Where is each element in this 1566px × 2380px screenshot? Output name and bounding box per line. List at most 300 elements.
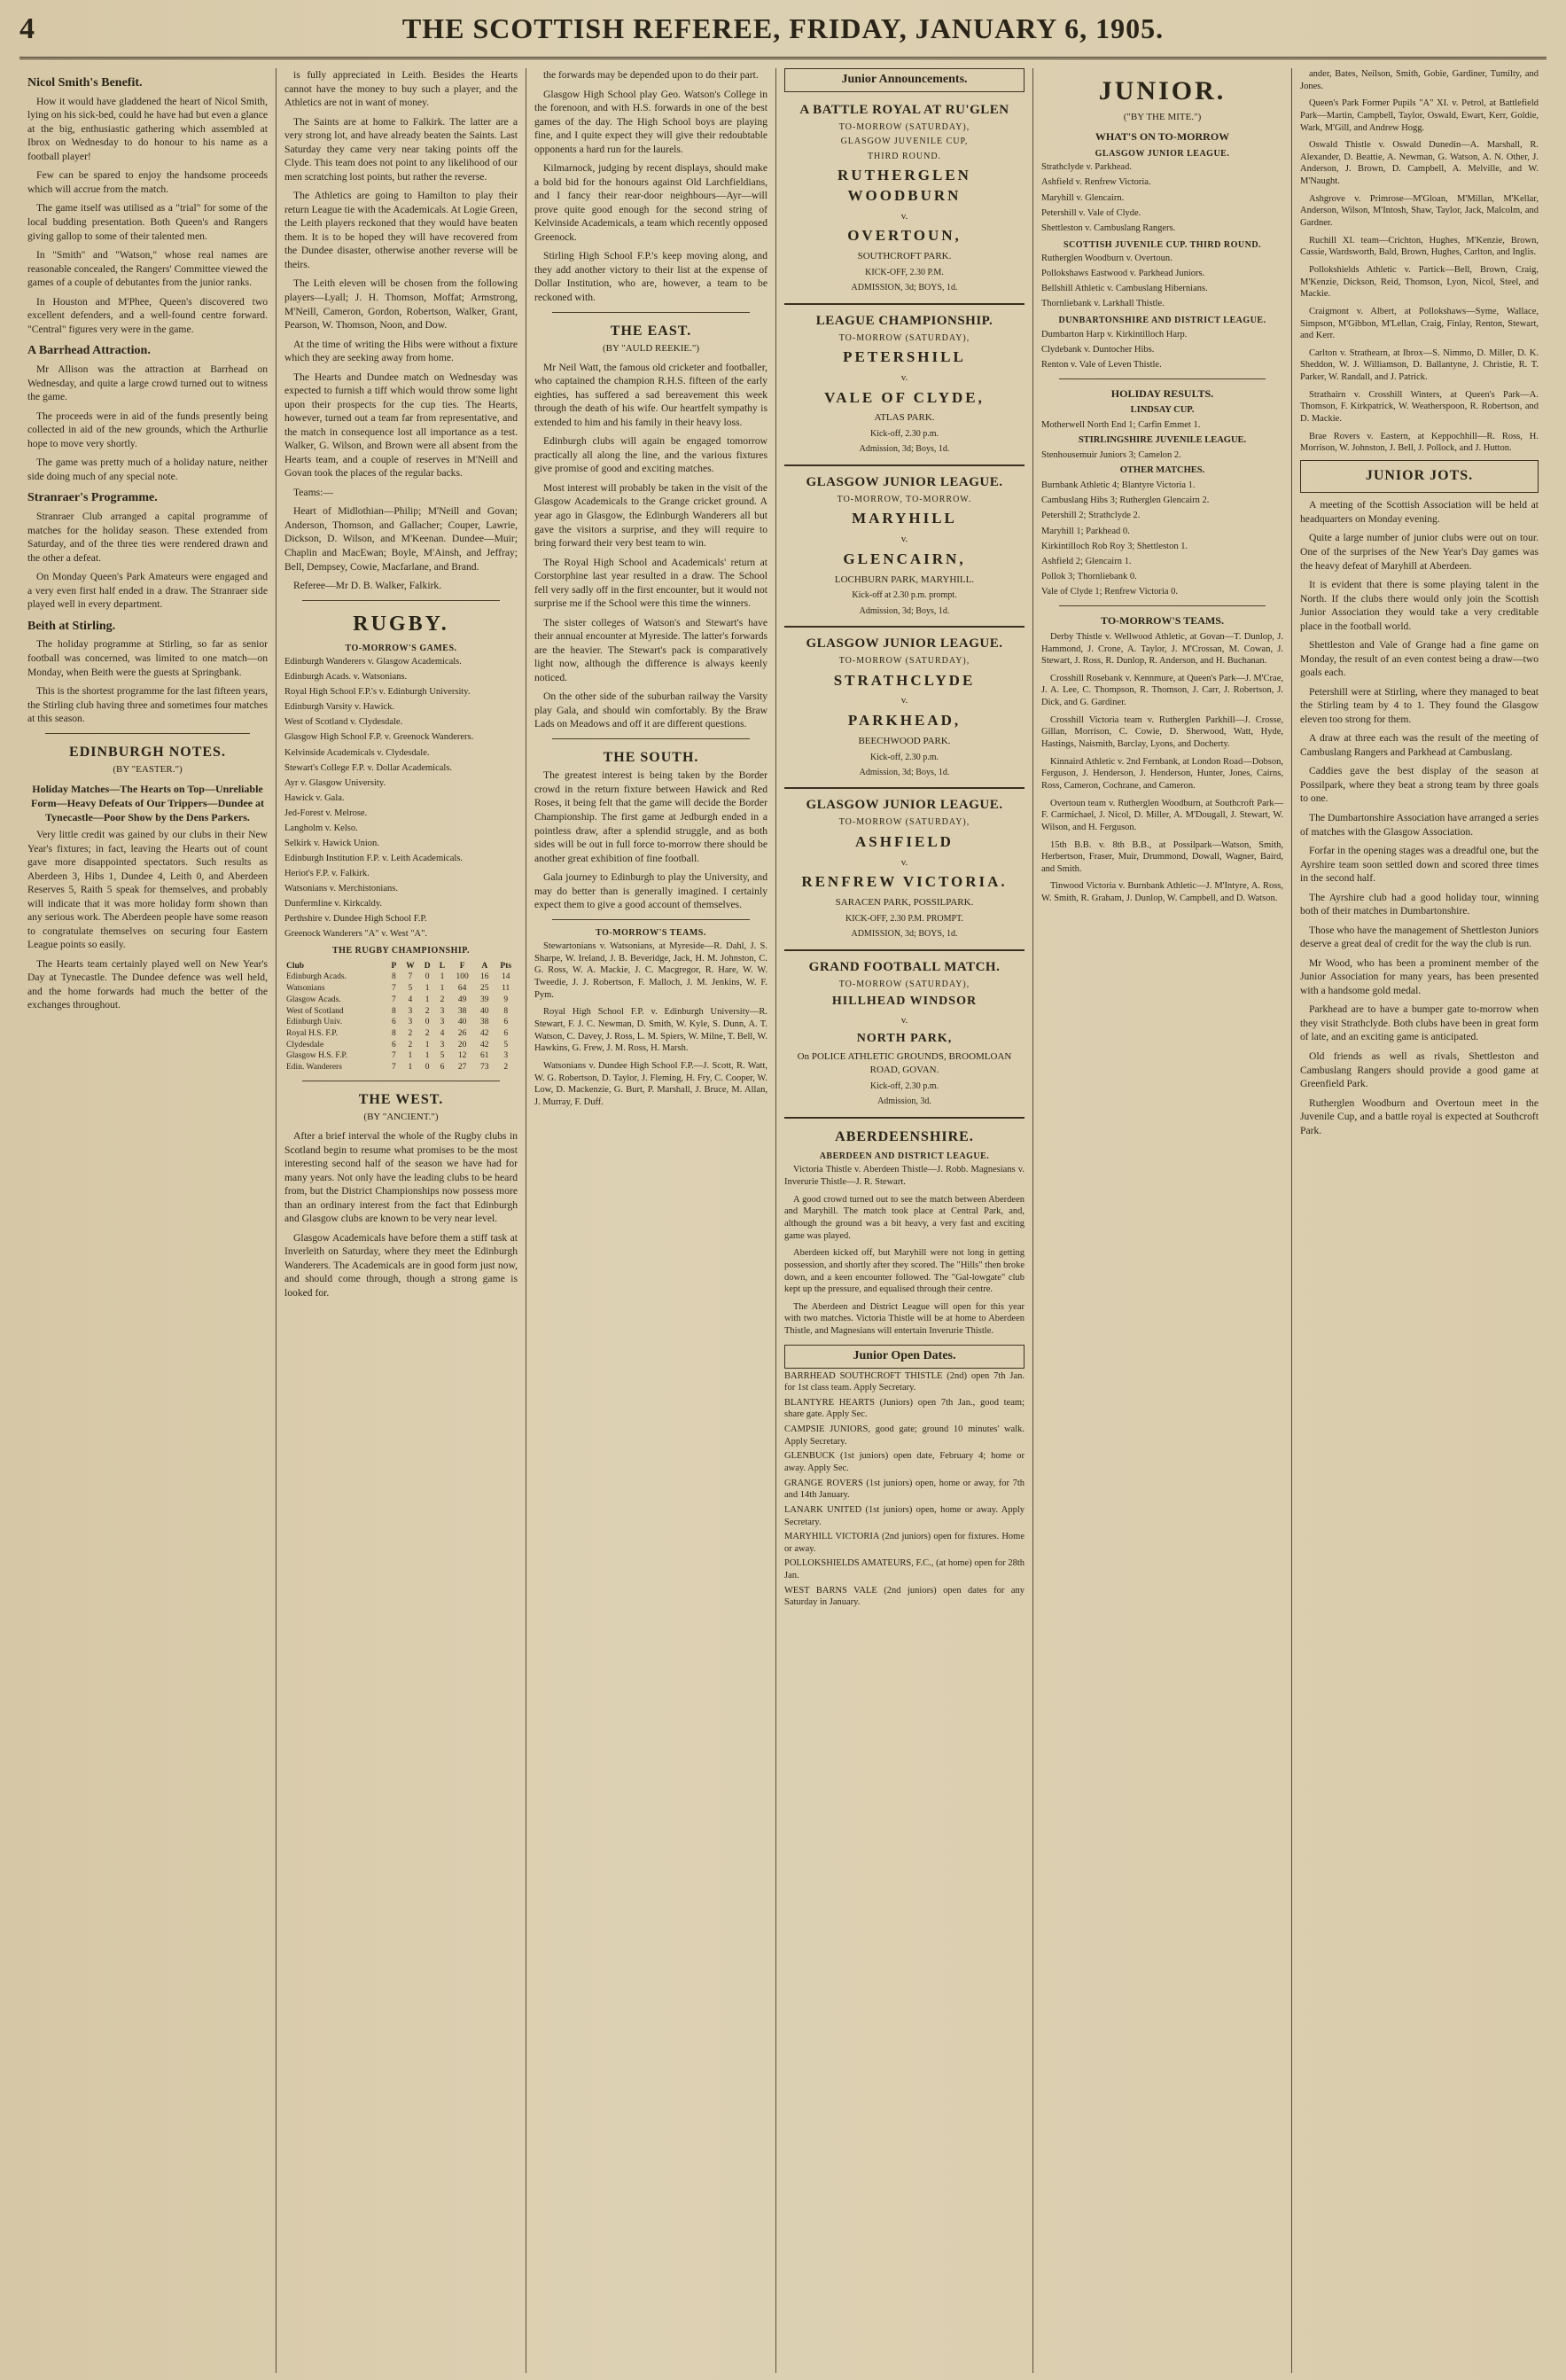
table-cell: Clydesdale: [286, 1040, 324, 1050]
list-item: BARRHEAD SOUTHCROFT THISTLE (2nd) open 7th Jan. for 1st class team. Apply Secretary.: [784, 1370, 1025, 1393]
paragraph: After a brief interval the whole of the Rugby clubs in Scotland begin to resume what promises to be the most interesting second half of the season we have had for many years. Not only have the leading clubs to be heard from, but the District Championships now possess more than an ordinary interest from the fact that Edinburgh and Glasgow clubs are known to be very near level.: [284, 1130, 518, 1225]
fixture-item: Strathclyde v. Parkhead.: [1041, 162, 1132, 173]
ad-kickoff: Kick-off at 2.30 p.m. prompt.: [852, 590, 957, 601]
paragraph: The game was pretty much of a holiday nature, neither side doing much of any special note.: [27, 456, 268, 482]
table-cell: 7: [392, 1063, 396, 1073]
list-item: CAMPSIE JUNIORS, good gate; ground 10 minutes' walk. Apply Secretary.: [784, 1424, 1025, 1447]
table-row: [284, 1040, 518, 1051]
table-cell: 3: [440, 1006, 445, 1016]
paragraph: The Dumbartonshire Association have arranged a series of matches with the Glasgow Association.: [1300, 812, 1539, 838]
byline: (BY "AULD REEKIE."): [602, 342, 700, 354]
paragraph: ander, Bates, Neilson, Smith, Gobie, Gardiner, Tumilty, and Jones.: [1300, 69, 1539, 91]
paragraph: Glasgow High School play Geo. Watson's College in the forenoon, and with H.S. forwards in one of the best games of the day. The High School boys are playing fine, and I quite expect they will give their redoubtable opponents a hard run for the laurels.: [534, 88, 767, 155]
table-cell: 49: [457, 995, 467, 1004]
paragraph: The Ayrshire club had a good holiday tour, winning both of their matches in Dumbartonshire.: [1300, 891, 1539, 917]
byline: ("BY THE MITE."): [1123, 112, 1202, 123]
fixture-list: [1041, 161, 1283, 234]
junior-jots-box: [1300, 460, 1539, 493]
paragraph: Stranraer Club arranged a capital programme of matches for the holiday season. These extended from Saturday, and of the three ties were rendered drawn and the other a defeat.: [27, 511, 268, 564]
table-cell: 38: [480, 1018, 489, 1027]
paragraph: Edinburgh clubs will again be engaged tomorrow practically all along the line, and the various fixtures give promise of good and exciting matches.: [534, 435, 767, 475]
subheading: TO-MORROW'S TEAMS.: [1101, 613, 1224, 627]
table-cell: 2: [440, 995, 445, 1004]
table-cell: 2: [425, 1006, 430, 1016]
table-row: [284, 1017, 518, 1028]
table-cell: 6: [440, 1063, 445, 1073]
ad-team: MARYHILL: [852, 510, 957, 527]
paragraph: Mr Neil Watt, the famous old cricketer and footballer, who captained the champion R.H.S. fifteen of the early eighties, has suffered a sad bereavement this week through the death of his wife. Our heartfelt sympathy is extended to him and his family in their heavy loss.: [534, 361, 767, 428]
paragraph: The greatest interest is being taken by the Border crowd in the return fixture between Hawick and Red Roses, it being felt that the game will decide the Border Championship. The first game at Jedburgh ended in a pointless draw, after a splendid struggle, and as both sides will be out in full force to-morrow there should be another great exhibition of fine football.: [534, 769, 767, 864]
paragraph: Royal High School F.P. v. Edinburgh University—R. Stewart, F. J. C. Newman, D. Smith, W. Kyle, S. Dunn, A. T. Watson, C. Davey, J. Ross, L. M. Spiers, W. Milne, T. Bell, W. Hawkins, G. Frew, J. M. Ross, H. Marsh.: [534, 1007, 767, 1054]
ad-venue: SARACEN PARK, POSSILPARK.: [835, 897, 974, 909]
table-cell: 2: [503, 1063, 509, 1073]
result-item: Kirkintilloch Rob Roy 3; Shettleston 1.: [1041, 541, 1188, 551]
table-cell: 6: [392, 1018, 396, 1027]
subheading: SCOTTISH JUVENILE CUP. THIRD ROUND.: [1063, 239, 1262, 250]
paragraph: Few can be spared to enjoy the handsome proceeds which will accrue from the match.: [27, 169, 268, 195]
table-cell: 40: [480, 1006, 489, 1016]
column-header: D: [424, 961, 431, 971]
table-cell: 42: [480, 1040, 489, 1050]
table-cell: 7: [392, 984, 396, 994]
ad-team: HILLHEAD WINDSOR: [831, 995, 978, 1009]
table-cell: 9: [503, 995, 509, 1004]
table-cell: 1: [425, 995, 430, 1004]
table-cell: 2: [408, 1029, 413, 1039]
advertisement: [784, 951, 1025, 1119]
ad-admission: ADMISSION, 3d; BOYS, 1d.: [851, 929, 958, 940]
table-cell: Edinburgh Univ.: [286, 1018, 343, 1027]
table-cell: 39: [480, 995, 489, 1004]
table-cell: 1: [425, 1051, 430, 1061]
list-item: WEST BARNS VALE (2nd juniors) open dates for any Saturday in January.: [784, 1585, 1025, 1608]
table-cell: 100: [456, 972, 469, 982]
paragraph: The sister colleges of Watson's and Stewart's have their annual encounter at Myreside. The latter's forwards are the heavier. The Stewart's pack is comparatively light now, although the difference is always keenly noticed.: [534, 616, 767, 683]
paragraph: A good crowd turned out to see the match between Aberdeen and Maryhill. The match took place at Central Park, and, although the ground was a bit heavy, a very fast and exciting game was played.: [784, 1194, 1025, 1241]
table-cell: 1: [440, 984, 445, 994]
ad-kickoff: KICK-OFF, 2.30 P.M. PROMPT.: [845, 913, 963, 924]
list-item: MARYHILL VICTORIA (2nd juniors) open for fixtures. Home or away.: [784, 1532, 1025, 1554]
paragraph: Tinwood Victoria v. Burnbank Athletic—J. M'Intyre, A. Ross, W. Smith, R. Graham, J. Dunlop, W. Campbell, and D. Watson.: [1041, 881, 1283, 904]
table-cell: 5: [440, 1051, 445, 1061]
paragraph: Ruchill XI. team—Crichton, Hughes, M'Kenzie, Brown, Cassie, Wardsworth, Bald, Brown, Hughes, Carlton, and Inglis.: [1300, 235, 1539, 258]
table-cell: 7: [392, 995, 396, 1004]
ad-heading: LEAGUE CHAMPIONSHIP.: [815, 313, 993, 328]
table-cell: 27: [457, 1063, 467, 1073]
result-item: Petershill 2; Strathclyde 2.: [1041, 511, 1141, 521]
divider: [1059, 378, 1266, 379]
ad-admission: Admission, 3d; Boys, 1d.: [859, 605, 950, 616]
fixture-item: Maryhill v. Glencairn.: [1041, 192, 1125, 203]
ad-line: TO-MORROW (SATURDAY),: [838, 332, 970, 343]
divider: [552, 738, 750, 739]
list-heading: LINDSAY CUP.: [1130, 405, 1195, 415]
list-item: POLLOKSHIELDS AMATEURS, F.C., (at home) open for 28th Jan.: [784, 1558, 1025, 1581]
results-list: [1041, 404, 1283, 598]
paragraph: Queen's Park Former Pupils "A" XI. v. Petrol, at Battlefield Park—Martin, Campbell, Taylor, Oswald, Ewart, Kerr, Goldie, Wark, M'Gill, and Andrew Hogg.: [1300, 98, 1539, 133]
table-cell: 0: [425, 972, 430, 982]
fixture-item: Hawick v. Gala.: [284, 792, 345, 803]
paragraph: Referee—Mr D. B. Walker, Falkirk.: [293, 580, 442, 592]
table-cell: 1: [440, 972, 445, 982]
ad-versus: v.: [900, 1014, 908, 1026]
fixture-item: West of Scotland v. Clydesdale.: [284, 717, 403, 728]
advertisement: [784, 466, 1025, 628]
table-cell: 11: [502, 984, 510, 994]
table-cell: 2: [408, 1040, 413, 1050]
fixture-item: Rutherglen Woodburn v. Overtoun.: [1041, 254, 1173, 264]
paragraph: Crosshill Victoria team v. Rutherglen Parkhill—J. Crosse, Gillan, Morrison, C. Cowie, D. Sherwood, Watt, Hyde, Hastings, Naismith, Barclay, Lyons, and Docherty.: [1041, 714, 1283, 750]
paragraph: Forfar in the opening stages was a dreadful one, but the Ayrshire team soon settled down and scored three times in the second half.: [1300, 845, 1539, 885]
table-cell: 64: [457, 984, 467, 994]
ad-admission: Admission, 3d; Boys, 1d.: [859, 767, 950, 777]
ad-team: PARKHEAD,: [847, 712, 962, 730]
newspaper-title: THE SCOTTISH REFEREE, FRIDAY, JANUARY 6, 1905.: [401, 12, 1165, 44]
fixture-item: Edinburgh Wanderers v. Glasgow Academicals.: [284, 657, 462, 667]
paragraph: On the other side of the suburban railway the Varsity play Gala, and should win comfortably. By the Braw Lads on Meadows and off it are different questions.: [534, 691, 767, 730]
table-cell: 6: [503, 1029, 509, 1039]
section-heading: Beith at Stirling.: [27, 619, 116, 633]
paragraph: Kinnaird Athletic v. 2nd Fernbank, at London Road—Dobson, Ferguson, J. Henderson, J. Henderson, Hunter, Jones, Cairns, Ross, Cameron, Cochrane, and Cameron.: [1041, 756, 1283, 791]
section-heading: Stranraer's Programme.: [27, 491, 158, 505]
paragraph: Parkhead are to have a bumper gate to-morrow when they visit Strathclyde. Both clubs have been in great form of late, and an exciting game is anticipated.: [1300, 1003, 1539, 1043]
paragraph: the forwards may be depended upon to do their part.: [543, 69, 759, 81]
column-header: W: [406, 961, 415, 971]
paragraph: Most interest will probably be taken in the visit of the Glasgow Academicals to the Grange cricket ground. A year ago in Glasgow, the Edinburgh Wanderers all but gave the visitors a surprise, and they will require to bring forward their very best team to win.: [534, 481, 767, 550]
result-item: Maryhill 1; Parkhead 0.: [1041, 526, 1130, 536]
championship-table: [284, 961, 518, 1073]
table-row: [284, 1028, 518, 1040]
result-item: Ashfield 2; Glencairn 1.: [1041, 556, 1132, 566]
fixture-item: Watsonians v. Merchistonians.: [284, 884, 398, 894]
fixture-item: Edinburgh Acads. v. Watsonians.: [284, 672, 408, 683]
section-heading: THE EAST.: [610, 323, 692, 339]
advertisement: [784, 628, 1025, 789]
fixture-item: Ayr v. Glasgow University.: [284, 777, 386, 788]
paragraph: Carlton v. Strathearn, at Ibrox—S. Nimmo, D. Miller, D. K. Sheddon, W. J. Williamson, D. Ballantyne, J. Christie, R. T. Parker, W. Randall, and J. Patrick.: [1300, 347, 1539, 383]
divider: [552, 919, 750, 920]
table-cell: 42: [480, 1029, 489, 1039]
column-3: [526, 68, 776, 2373]
table-cell: 3: [503, 1051, 509, 1061]
table-cell: 16: [480, 972, 489, 982]
table-cell: 26: [457, 1029, 467, 1039]
paragraph: Strathairn v. Crosshill Winters, at Queen's Park—A. Thomson, F. Kirkpatrick, W. Weatherspoon, R. Robertson, and D. Mackie.: [1300, 389, 1539, 425]
paragraph: The Leith eleven will be chosen from the following players—Lyall; J. H. Thomson, Moffat; Armstrong, M'Neill, Cameron, Gordon, Robertson, Walker, Grant, Pearson, W. Thomson, Noon, and Dow.: [284, 277, 518, 332]
ad-venue: BEECHWOOD PARK.: [858, 735, 951, 746]
ad-kickoff: KICK-OFF, 2.30 P.M.: [865, 267, 944, 277]
table-cell: 12: [457, 1051, 467, 1061]
ad-line: TO-MORROW (SATURDAY),: [838, 979, 970, 989]
section-heading: EDINBURGH NOTES.: [69, 744, 226, 760]
divider: [1059, 605, 1266, 606]
paragraph: Crosshill Rosebank v. Kennmure, at Queen's Park—J. M'Crae, J. A. Lee, C. Thompson, R. Thomson, J. Carr, J. Robertson, J. Dick, and G. Gardiner.: [1041, 673, 1283, 708]
paragraph: Overtoun team v. Rutherglen Woodburn, at Southcroft Park—F. Carmichael, J. Nicol, D. Miller, A. M'Dougall, J. Stewart, W. Wilson, and H. Ferguson.: [1041, 798, 1283, 832]
section-heading: RUGBY.: [353, 612, 449, 636]
table-row: [284, 983, 518, 995]
table-body: [284, 972, 518, 1073]
paragraph: Heart of Midlothian—Philip; M'Neill and Govan; Anderson, Thomson, and Gallacher; Couper, Lawrie, Dickson, D. Wilson, and M'Keenan. Dundee—Muir; Chaplin and MacEwan; Boyle, M'Ainsh, and Jeffray; Bell, Dempsey, Cowie, Macfarlane, and Brand.: [284, 505, 518, 573]
fixture-list: [1041, 253, 1283, 310]
ad-venue: LOCHBURN PARK, MARYHILL.: [834, 574, 975, 585]
ad-versus: v.: [900, 371, 908, 383]
ad-line: TO-MORROW, TO-MORROW.: [837, 494, 972, 504]
ad-team: OVERTOUN,: [847, 227, 962, 245]
paragraph: Mr Allison was the attraction at Barrhead on Wednesday, and quite a large crowd turned out to witness the game.: [27, 363, 268, 403]
table-cell: 4: [408, 995, 413, 1004]
ad-versus: v.: [900, 695, 908, 706]
fixture-item: Clydebank v. Duntocher Hibs.: [1041, 344, 1155, 355]
paragraph: How it would have gladdened the heart of Nicol Smith, lying on his sick-bed, could he have had but even a glance at the big, enthusiastic gathering which assembled at Ibrox on Wednesday to do honour to his name as a football player!: [27, 95, 268, 162]
ad-team: VALE OF CLYDE,: [824, 388, 985, 406]
paragraph: Oswald Thistle v. Oswald Dunedin—A. Marshall, R. Alexander, D. Beattie, A. Newman, G. Watson, A. N. Other, J. Anderson, J. Brown, D. Campbell, A. Melville, and W. M'Naught.: [1300, 140, 1539, 187]
paragraph: Mr Wood, who has been a prominent member of the Junior Association for many years, has been presented with a handsome gold medal.: [1300, 956, 1539, 996]
list-item: LANARK UNITED (1st juniors) open, home or away. Apply Secretary.: [784, 1504, 1025, 1527]
ad-team: NORTH PARK,: [856, 1031, 953, 1045]
fixture-item: Perthshire v. Dundee High School F.P.: [284, 914, 427, 925]
section-heading: JUNIOR JOTS.: [1365, 467, 1474, 483]
paragraph: Ashgrove v. Primrose—M'Gloan, M'Millan, M'Kellar, Anderson, Wilson, M'Intosh, Shaw, Taylor, Jack, Malcolm, and Gardner.: [1300, 193, 1539, 229]
paragraph: Those who have the management of Shettleston Juniors deserve a great deal of credit for the way the club is run.: [1300, 924, 1539, 950]
table-row: [284, 1062, 518, 1073]
paragraph: is fully appreciated in Leith. Besides the Hearts cannot have the money to buy such a player, and the Athletics are not in want of money.: [284, 69, 518, 109]
fixture-item: Kelvinside Academicals v. Clydesdale.: [284, 747, 430, 758]
table-cell: 3: [408, 1006, 413, 1016]
result-item: Pollok 3; Thornliebank 0.: [1041, 571, 1137, 581]
paragraph: It is evident that there is some playing talent in the North. If the clubs there would only join the Scottish Junior Association they would take a very creditable place in the football world.: [1300, 579, 1539, 632]
paragraph: Old friends as well as rivals, Shettleston and Cambuslang Rangers should provide a good game at Greenfield Park.: [1300, 1050, 1539, 1090]
table-header-row: [284, 961, 518, 972]
fixture-item: Thornliebank v. Larkhall Thistle.: [1041, 299, 1165, 309]
paragraph: Caddies gave the best display of the season at Possilpark, where they beat a strong team by three goals to one.: [1300, 765, 1539, 805]
table-cell: 25: [480, 984, 489, 994]
table-cell: 4: [440, 1029, 445, 1039]
section-heading: Junior Announcements.: [784, 68, 1025, 92]
paragraph: Craigmont v. Albert, at Pollokshaws—Syme, Wallace, Simpson, M'Gibbon, M'Lellan, Craig, Finlay, Renton, Stewart, and Kerr.: [1300, 306, 1539, 341]
fixture-item: Bellshill Athletic v. Cambuslang Hibernians.: [1041, 284, 1208, 294]
table-cell: West of Scotland: [286, 1006, 344, 1016]
ad-heading: GLASGOW JUNIOR LEAGUE.: [806, 636, 1003, 652]
ad-line: TO-MORROW (SATURDAY),: [838, 817, 970, 828]
fixture-item: Stewart's College F.P. v. Dollar Academicals.: [284, 762, 453, 773]
paragraph: Teams:—: [293, 486, 333, 498]
paragraph: Stewartonians v. Watsonians, at Myreside—R. Dahl, J. S. Sharpe, W. Ireland, J. B. Beveridge, Jack, H. M. Johnston, C. G. Ross, W. A. Mackie, J. C. Macgregor, R. Hare, W. W. Tweedie, J. J. Robertson, F. Malloch, J. M. Jenkins, W. F. Pym.: [534, 941, 767, 1000]
fixture-item: Jed-Forest v. Melrose.: [284, 808, 368, 818]
paragraph: Stirling High School F.P.'s keep moving along, and they add another victory to their list at the expense of Dollar Institution, who are, however, a team to be reckoned with.: [534, 250, 767, 303]
paragraph: The Hearts and Dundee match on Wednesday was expected to furnish a tiff which would throw some light upon their prospects for the cup ties. The Hearts, however, turned out a team far from representative, and the match in consequence lost all importance as a test. Walker, G. Wilson, and Brown were all absent from the Hearts team, and a couple of reserves in M'Neill and Govan took the places of the regular backs.: [284, 371, 518, 480]
paragraph: Rutherglen Woodburn and Overtoun meet in the Juvenile Cup, and a battle royal is expected at Southcroft Park.: [1300, 1096, 1539, 1136]
ad-team: PETERSHILL: [843, 348, 966, 366]
table-cell: 2: [425, 1029, 430, 1039]
table-cell: 1: [425, 984, 430, 994]
table-cell: 8: [392, 1006, 396, 1016]
paragraph: Victoria Thistle v. Aberdeen Thistle—J. Robb. Magnesians v. Inverurie Thistle—J. R. Stewart.: [784, 1165, 1025, 1188]
paragraph: Kilmarnock, judging by recent displays, should make a bold bid for the honours against Old Larchfieldians, and I fancy their rear-door neighbours—Ayr—will prove quite good enough for the second string of Kelvinside Academicals, a team which recently opposed Greenock.: [534, 162, 767, 243]
table-row: [284, 972, 518, 983]
page-number: 4: [19, 12, 35, 45]
table-cell: 8: [392, 972, 396, 982]
ad-venue: SOUTHCROFT PARK.: [857, 251, 952, 262]
fixture-item: Pollokshaws Eastwood v. Parkhead Juniors.: [1041, 269, 1205, 279]
paragraph: Glasgow Academicals have before them a stiff task at Inverleith on Saturday, where they meet the Edinburgh Wanderers. The Academicals are in good form just now, and should come through, though a strong game is looked for.: [284, 1231, 518, 1299]
table-cell: 0: [425, 1018, 430, 1027]
ad-venue: On POLICE ATHLETIC GROUNDS, BROOMLOAN ROAD, GOVAN.: [797, 1051, 1012, 1076]
divider: [302, 600, 500, 601]
table-title: THE RUGBY CHAMPIONSHIP.: [332, 946, 470, 956]
table-cell: 20: [457, 1040, 467, 1050]
fixture-item: Heriot's F.P. v. Falkirk.: [284, 869, 370, 879]
ad-admission: ADMISSION, 3d; BOYS, 1d.: [851, 283, 958, 293]
table-cell: 14: [501, 972, 510, 982]
column-header: A: [481, 961, 488, 971]
list-item: BLANTYRE HEARTS (Juniors) open 7th Jan., good team; share gate. Apply Sec.: [784, 1397, 1025, 1420]
table-cell: Glasgow Acads.: [286, 995, 341, 1004]
ad-versus: v.: [900, 856, 908, 868]
paragraph: The Athletics are going to Hamilton to play their return League tie with the Academicals. At Logie Green, the Leith players reckoned that they would have beaten them. It is to be hoped they will have recovered from the Dundee disaster, otherwise another reverse will be theirs.: [284, 190, 518, 270]
open-dates-list: [784, 1370, 1025, 1610]
ad-team: ASHFIELD: [855, 832, 954, 850]
ad-line: TO-MORROW (SATURDAY),: [838, 121, 970, 132]
ad-team: RENFREW VICTORIA.: [801, 873, 1008, 891]
section-heading: THE SOUTH.: [603, 749, 699, 765]
paragraph: The Royal High School and Academicals' return at Corstorphine last year resulted in a draw. The School fell very sadly off in the first encounter, but it would not surprise me if the School were this time the winners.: [534, 556, 767, 610]
table-cell: Edinburgh Acads.: [286, 972, 347, 982]
ad-line: GLASGOW JUVENILE CUP,: [840, 137, 969, 147]
paragraph: The Saints are at home to Falkirk. The latter are a very strong lot, and have already beaten the Saints. Last Saturday they came very near taking points off the Clyde. This team does not point to any likelihood of our men scratching lost points, but rather the reverse.: [284, 115, 518, 183]
paragraph: A draw at three each was the result of the meeting of Cambuslang Rangers and Parkhead at Cambuslang.: [1300, 732, 1539, 758]
fixture-list: [284, 656, 518, 940]
column-header: L: [439, 961, 446, 971]
paragraph: 15th B.B. v. 8th B.B., at Possilpark—Watson, Smith, Herbertson, Fraser, Muir, Drummond, Dowall, Wagner, Baird, and Smith.: [1041, 839, 1283, 874]
column-2: [277, 68, 526, 2373]
column-header: Club: [286, 961, 305, 971]
table-cell: 0: [425, 1063, 430, 1073]
paragraph: This is the shortest programme for the last fifteen years, the Stirling club having three and sometimes four matches at this season.: [27, 685, 268, 725]
paragraph: Quite a large number of junior clubs were out on tour. One of the surprises of the New Year's Day games was the heavy defeat of Maryhill at Aberdeen.: [1300, 532, 1539, 572]
table-cell: 3: [440, 1018, 445, 1027]
ad-admission: Admission, 3d.: [877, 1096, 931, 1107]
paragraph: The Aberdeen and District League will open for this year with two matches. Victoria Thistle will be at home to Aberdeen Thistle, and Magnesians will entertain Inverurie Thistle.: [784, 1301, 1025, 1337]
subheading: DUNBARTONSHIRE AND DISTRICT LEAGUE.: [1058, 316, 1266, 326]
advertisement: [784, 789, 1025, 950]
section-heading: Junior Open Dates.: [784, 1345, 1025, 1369]
table-cell: 6: [503, 1018, 509, 1027]
subheading: TO-MORROW'S GAMES.: [345, 643, 457, 653]
subheading: WHAT'S ON TO-MORROW: [1095, 129, 1230, 143]
table-cell: Watsonians: [286, 984, 325, 994]
column-5: [1033, 68, 1292, 2373]
advertisement: [784, 305, 1025, 466]
paragraph: Shettleston and Vale of Grange had a fine game on Monday, the result of an even contest being a draw—two goals each.: [1300, 639, 1539, 679]
table-cell: 5: [408, 984, 413, 994]
table-cell: Glasgow H.S. F.P.: [286, 1051, 347, 1061]
section-heading: Nicol Smith's Benefit.: [27, 76, 143, 90]
ad-heading: GLASGOW JUNIOR LEAGUE.: [806, 798, 1003, 813]
table-row: [284, 1050, 518, 1062]
paragraph: On Monday Queen's Park Amateurs were engaged and a very even first half ended in a draw. The Stranraer side played well in every department.: [27, 571, 268, 611]
table-cell: 5: [503, 1040, 509, 1050]
table-cell: 7: [408, 972, 413, 982]
ad-kickoff: Kick-off, 2.30 p.m.: [869, 429, 939, 440]
ad-versus: v.: [900, 210, 908, 222]
paragraph: A meeting of the Scottish Association will be held at headquarters on Monday evening.: [1300, 499, 1539, 525]
list-heading: STIRLINGSHIRE JUVENILE LEAGUE.: [1078, 435, 1247, 446]
section-heading: A Barrhead Attraction.: [27, 344, 151, 358]
column-6: [1292, 68, 1547, 2373]
list-item: GRANGE ROVERS (1st juniors) open, home or away, for 7th and 14th January.: [784, 1478, 1025, 1501]
fixture-item: Glasgow High School F.P. v. Greenock Wanderers.: [284, 732, 474, 743]
paragraph: In Houston and M'Phee, Queen's discovered two excellent defenders, and a well-found centre forward. "Central" figures very were in the game.: [27, 295, 268, 335]
paragraph: Watsonians v. Dundee High School F.P.—J. Scott, R. Watt, W. G. Robertson, D. Taylor, J. Fleming, H. Fry, C. Cooper, W. Low, D. Mackenzie, G. Burt, P. Marshall, J. Bruce, M. Allan, J. Murray, F. Duff.: [534, 1060, 767, 1107]
ad-team: STRATHCLYDE: [833, 671, 976, 689]
table-cell: 40: [457, 1018, 467, 1027]
paragraph: The game itself was utilised as a "trial" for some of the local budding presentation. Both Queen's and Rangers giving gallop to some of their talented men.: [27, 202, 268, 242]
paragraph: The Hearts team certainly played well on New Year's Day at Tynecastle. The Dundee defence was well held, and the home forwards had much the better of the exchanges throughout.: [27, 957, 268, 1011]
column-header: P: [391, 961, 397, 971]
table-cell: Edin. Wanderers: [286, 1063, 342, 1073]
fixture-list: [1041, 329, 1283, 371]
paragraph: At the time of writing the Hibs were without a fixture which they are seeking away from home.: [284, 338, 518, 364]
fixture-item: Dumbarton Harp v. Kirkintilloch Harp.: [1041, 329, 1188, 339]
result-item: Motherwell North End 1; Carfin Emmet 1.: [1041, 420, 1201, 431]
paragraph: Very little credit was gained by our clubs in their New Year's fixtures; in fact, leaving the Hearts out of count gave more disappointed spectators. Such results as Aberdeen 3, Hibs 1, Dundee 4, Leith 0, and Aberdeen Reserves 5, Raith 5 speak for themselves, and probably will indicate that it was more holiday form shown than any serious work. The Aberdeen people have some reason to congratulate themselves on securing four Eastern League points so easily.: [27, 829, 268, 951]
divider: [552, 312, 750, 313]
column-header: F: [459, 961, 465, 971]
byline: (BY "EASTER."): [113, 764, 183, 776]
result-item: Burnbank Athletic 4; Blantyre Victoria 1.: [1041, 480, 1196, 491]
table-cell: 3: [440, 1040, 445, 1050]
paragraph: In "Smith" and "Watson," whose real names are reasonable concealed, the Rangers' Committee viewed the games of a couple of debutantes from the junior ranks.: [27, 249, 268, 289]
fixture-item: Edinburgh Varsity v. Hawick.: [284, 702, 395, 713]
table-cell: 1: [408, 1051, 413, 1061]
fixture-item: Selkirk v. Hawick Union.: [284, 838, 379, 848]
table-cell: 73: [480, 1063, 489, 1073]
table-cell: 61: [480, 1051, 489, 1061]
paragraph: Brae Rovers v. Eastern, at Keppochhill—R. Ross, H. Morrison, W. Johnston, J. Bell, J. Pollock, and J. Hutton.: [1300, 431, 1539, 454]
table-cell: 6: [392, 1040, 396, 1050]
section-heading: THE WEST.: [358, 1091, 444, 1107]
result-item: Cambuslang Hibs 3; Rutherglen Glencairn 2.: [1041, 496, 1210, 506]
paragraph: Aberdeen kicked off, but Maryhill were not long in getting possession, and shortly after they scored. The "Hills" then broke down, and a keen encounter followed. The "Gal-lowgate" club kept up the pressure, and equalised through their centre.: [784, 1248, 1025, 1295]
table-cell: 1: [408, 1063, 413, 1073]
paragraph: Derby Thistle v. Wellwood Athletic, at Govan—T. Dunlop, J. Hammond, J. Crone, A. Taylor, J. M'Crossan, M. Cowan, J. Stewart, J. Ross, R. Dunlop, R. Anderson, and H. Buchanan.: [1041, 631, 1283, 667]
subheading: Holiday Matches—The Hearts on Top—Unreliable Form—Heavy Defeats of Our Trippers—Dundee at Tynecastle—Poor Show by the Dens Parkers.: [31, 782, 264, 823]
divider: [45, 733, 250, 734]
fixture-item: Langholm v. Kelso.: [284, 823, 358, 833]
ad-admission: Admission, 3d; Boys, 1d.: [859, 444, 950, 455]
ad-kickoff: Kick-off, 2.30 p.m.: [869, 1081, 939, 1091]
section-heading: JUNIOR.: [1098, 76, 1227, 105]
fixture-item: Edinburgh Institution F.P. v. Leith Academicals.: [284, 853, 463, 863]
paragraph: Gala journey to Edinburgh to play the University, and may do better than is generally imagined. I certainly expect them to give a good account of themselves.: [534, 871, 767, 911]
table-row: [284, 1006, 518, 1018]
ad-team: RUTHERGLEN WOODBURN: [838, 167, 971, 204]
ad-heading: A BATTLE ROYAL AT RU'GLEN: [799, 102, 1009, 117]
column-1: [19, 68, 277, 2373]
subheading: GLASGOW JUNIOR LEAGUE.: [1095, 149, 1230, 159]
columns: [19, 68, 1547, 2373]
paragraph: The holiday programme at Stirling, so far as senior football was concerned, was limited to one match—on Monday, when Beith were the guests at Springbank.: [27, 638, 268, 678]
fixture-item: Petershill v. Vale of Clyde.: [1041, 207, 1141, 218]
ad-line: TO-MORROW (SATURDAY),: [838, 656, 970, 667]
subheading: HOLIDAY RESULTS.: [1110, 386, 1214, 400]
paragraph: Pollokshields Athletic v. Partick—Bell, Brown, Craig, M'Kenzie, Dickson, Reid, Thomson, Lyon, Nicol, Steel, and Mackie.: [1300, 264, 1539, 300]
paragraph: Petershill were at Stirling, where they managed to beat the Stirling team by 4 to 1. They found the Glasgow eleven too strong for them.: [1300, 685, 1539, 725]
table-row: [284, 995, 518, 1006]
ad-team: GLENCAIRN,: [843, 550, 966, 567]
fixture-item: Renton v. Vale of Leven Thistle.: [1041, 359, 1162, 370]
result-item: Vale of Clyde 1; Renfrew Victoria 0.: [1041, 586, 1179, 597]
